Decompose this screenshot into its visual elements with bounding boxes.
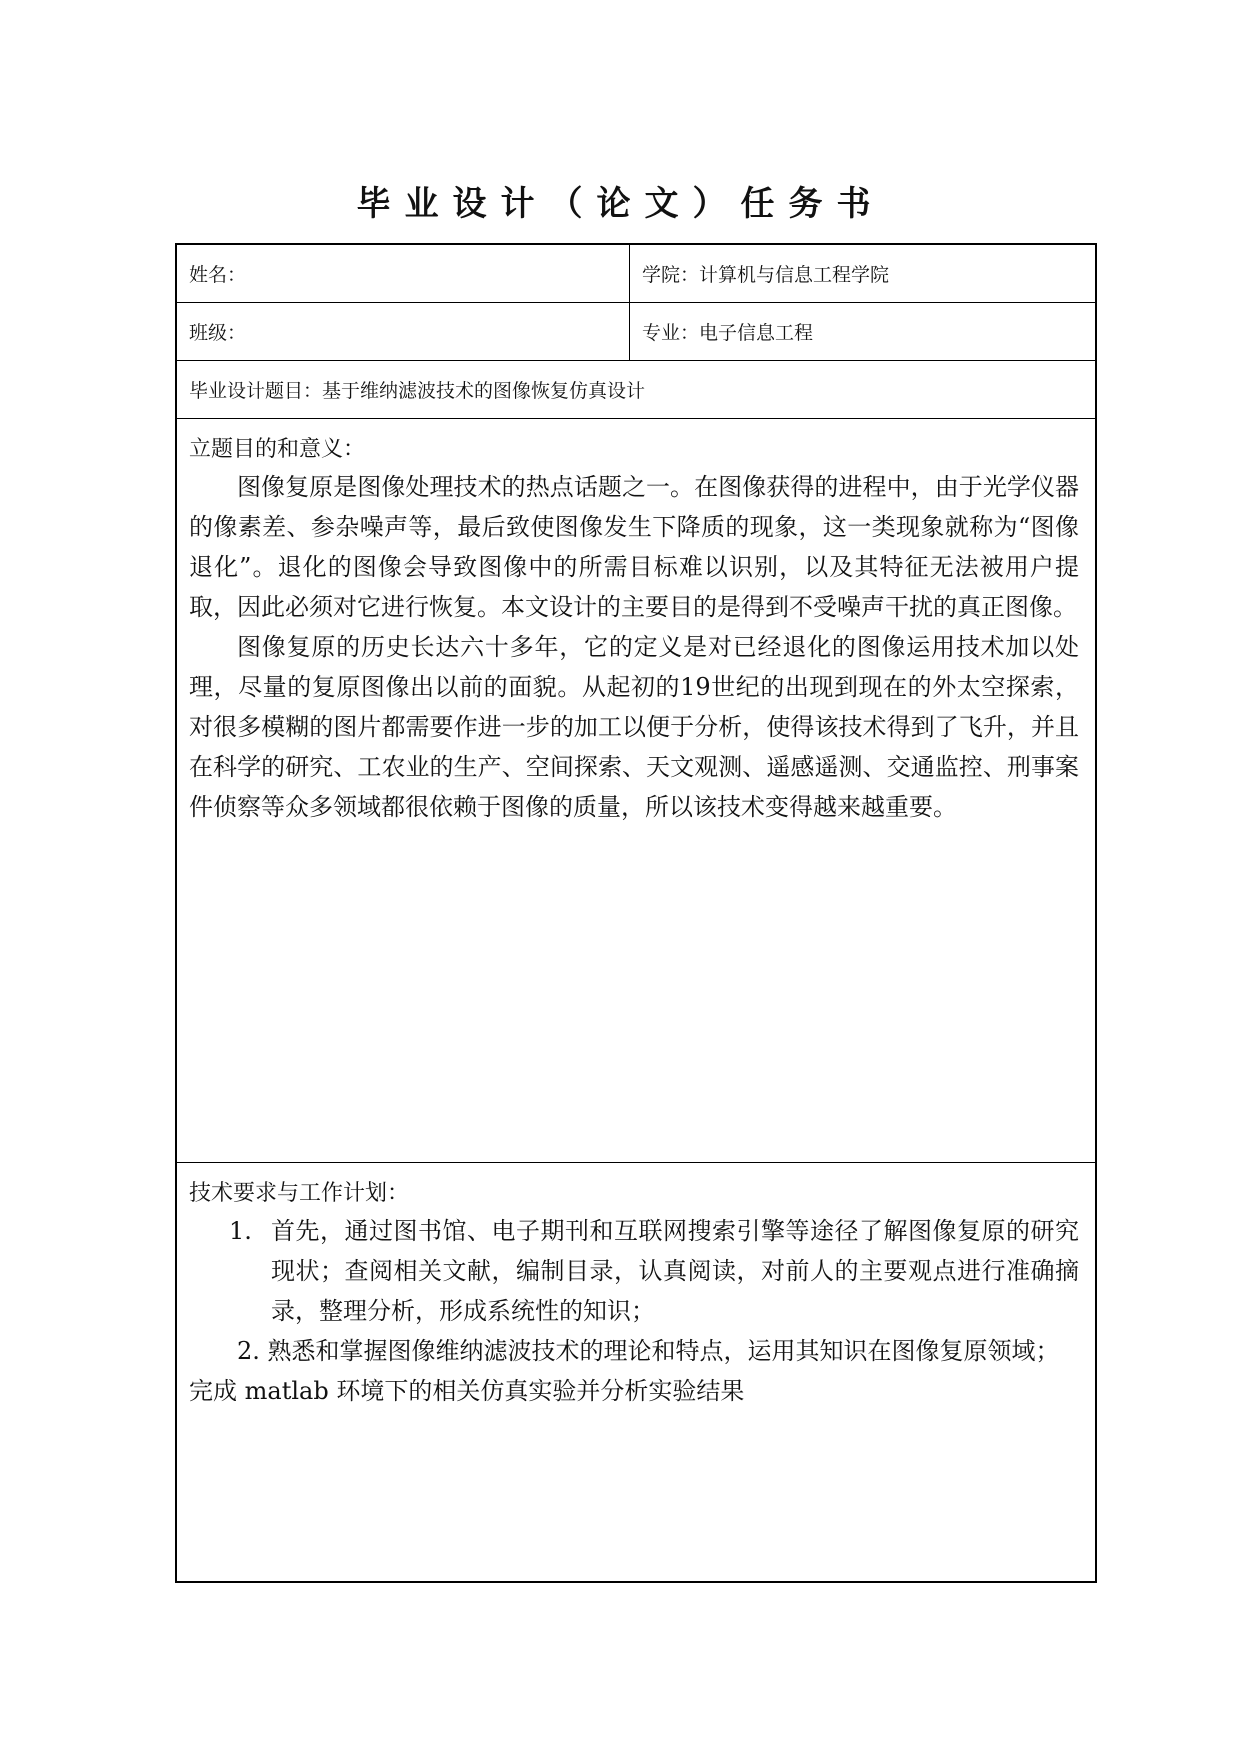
college-cell: [630, 245, 1095, 302]
name-label: 姓名：: [189, 264, 247, 286]
purpose-section: [177, 419, 1095, 1163]
form-row-topic: [177, 361, 1095, 419]
plan-item-number: 2.: [237, 1337, 260, 1365]
topic-value: 基于维纳滤波技术的图像恢复仿真设计: [322, 380, 646, 402]
major-label: 专业：: [642, 322, 700, 344]
plan-section: [177, 1163, 1095, 1581]
topic-cell: [177, 361, 1095, 418]
major-cell: [630, 303, 1095, 360]
plan-item-text: 熟悉和掌握图像维纳滤波技术的理论和特点，运用其知识在图像复原领域；完成 matlab 环境下的相关仿真实验并分析实验结果: [189, 1337, 1060, 1405]
purpose-heading: 立题目的和意义：: [189, 437, 366, 462]
name-cell: [177, 245, 630, 302]
plan-list: [189, 1211, 1079, 1331]
purpose-paragraph: 图像复原是图像处理技术的热点话题之一。在图像获得的进程中，由于光学仪器的像素差、参杂噪声等，最后致使图像发生下降质的现象，这一类现象就称为“图像退化”。退化的图像会导致图像中的所需目标难以识别，以及其特征无法被用户提取，因此必须对它进行恢复。本文设计的主要目的是得到不受噪声干扰的真正图像。: [189, 473, 1079, 621]
college-label: 学院：: [642, 264, 700, 286]
form-row-class-major: [177, 303, 1095, 361]
class-label: 班级：: [189, 322, 247, 344]
college-value: 计算机与信息工程学院: [699, 264, 890, 286]
plan-item-number: 1.: [229, 1217, 252, 1245]
plan-content: [177, 1163, 1095, 1411]
purpose-paragraph: 图像复原的历史长达六十多年，它的定义是对已经退化的图像运用技术加以处理，尽量的复原图像出以前的面貌。从起初的19世纪的出现到现在的外太空探索，对很多模糊的图片都需要作进一步的加工以便于分析，使得该技术得到了飞升，并且在科学的研究、工农业的生产、空间探索、天文观测、遥感遥测、交通监控、刑事案件侦察等众多领域都很依赖于图像的质量，所以该技术变得越来越重要。: [189, 633, 1079, 821]
plan-item: [189, 1331, 1079, 1411]
class-cell: [177, 303, 630, 360]
task-form-table: [175, 243, 1097, 1583]
form-row-name-college: [177, 245, 1095, 303]
plan-item-text: 首先，通过图书馆、电子期刊和互联网搜索引擎等途径了解图像复原的研究现状；查阅相关文献，编制目录，认真阅读，对前人的主要观点进行准确摘录，整理分析，形成系统性的知识；: [271, 1217, 1079, 1325]
purpose-content: [177, 419, 1095, 827]
plan-item: [189, 1211, 1079, 1331]
topic-label: 毕业设计题目：: [189, 380, 323, 402]
document-title: 毕业设计（论文）任务书: [356, 184, 885, 224]
major-value: 电子信息工程: [699, 322, 814, 344]
plan-heading: 技术要求与工作计划：: [189, 1181, 410, 1206]
